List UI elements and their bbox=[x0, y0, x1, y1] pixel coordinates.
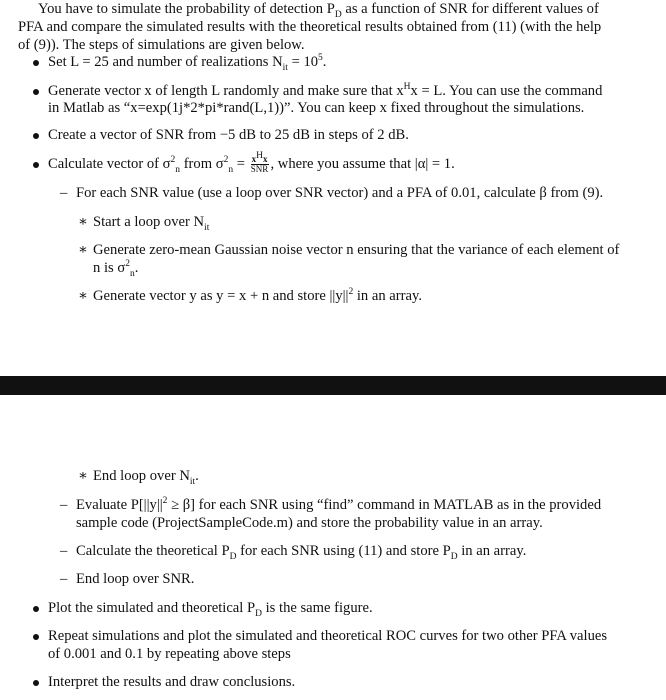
step-calc-sigma: Calculate vector of $\sigma^2_n$ from $\sigma^2_n$ = $\frac{x^Hx}{\text{SNR}}$ , where you assume that |α| = 1. bbox=[48, 151, 455, 175]
step-create-snr: Create a vector of SNR from −5 dB to 25 dB in steps of 2 dB. bbox=[48, 127, 409, 143]
step-gen-x-1: Generate vector x of length L randomly and make sure that $x^Hx = L$. You can use the command bbox=[48, 82, 603, 99]
step-evaluate-2: sample code (ProjectSampleCode.m) and store the probability value in an array. bbox=[76, 515, 543, 531]
asterisk-icon: ∗ bbox=[78, 288, 88, 304]
asterisk-icon: ∗ bbox=[78, 214, 88, 230]
step-gen-noise-2: n is $\sigma^2_n$. bbox=[93, 259, 139, 279]
step-set-l: Set L = 25 and number of realizations $N_{it} = 10^5$. bbox=[48, 53, 327, 73]
step-gen-y: Generate vector y as y = x + n and store $||y||^2$ in an array. bbox=[93, 287, 422, 304]
step-end-loop: End loop over $N_{it}$. bbox=[93, 468, 199, 487]
bullet-icon bbox=[33, 89, 39, 95]
dash-icon: – bbox=[60, 185, 68, 201]
intro-line-1: You have to simulate the probability of detection $P_D$ as a function of SNR for different values of bbox=[38, 1, 599, 20]
step-start-loop: Start a loop over $N_{it}$ bbox=[93, 214, 210, 233]
page-divider bbox=[0, 376, 666, 395]
step-end-snr: End loop over SNR. bbox=[76, 571, 195, 587]
bullet-icon bbox=[33, 680, 39, 686]
asterisk-icon: ∗ bbox=[78, 468, 88, 484]
step-repeat-1: Repeat simulations and plot the simulated and theoretical ROC curves for two other PFA values bbox=[48, 628, 608, 644]
step-calc-theory: Calculate the theoretical $P_D$ for each SNR using (11) and store $P_D$ in an array. bbox=[76, 543, 527, 562]
intro-line-3: of (9)). The steps of simulations are given below. bbox=[18, 37, 305, 53]
bullet-icon bbox=[33, 60, 39, 66]
step-gen-x-2: in Matlab as “x=exp(1j*2*pi*rand(L,1))”. You can keep x fixed throughout the simulations. bbox=[48, 100, 585, 116]
step-interpret: Interpret the results and draw conclusions. bbox=[48, 674, 296, 690]
dash-icon: – bbox=[60, 497, 68, 513]
step-gen-noise-1: Generate zero-mean Gaussian noise vector n ensuring that the variance of each element of bbox=[93, 242, 620, 258]
step-for-each-snr: For each SNR value (use a loop over SNR vector) and a PFA of 0.01, calculate β from (9). bbox=[76, 185, 604, 201]
dash-icon: – bbox=[60, 571, 68, 587]
step-repeat-2: of 0.001 and 0.1 by repeating above steps bbox=[48, 646, 291, 662]
bullet-icon bbox=[33, 634, 39, 640]
bullet-icon bbox=[33, 133, 39, 139]
sigma-fraction: $\frac{x^Hx}{\text{SNR}}$ bbox=[250, 151, 269, 175]
step-plot: Plot the simulated and theoretical $P_D$ is the same figure. bbox=[48, 600, 373, 619]
intro-line-2: PFA and compare the simulated results with the theoretical results obtained from (11) (with the help bbox=[18, 19, 602, 35]
bullet-icon bbox=[33, 606, 39, 612]
dash-icon: – bbox=[60, 543, 68, 559]
bullet-icon bbox=[33, 162, 39, 168]
asterisk-icon: ∗ bbox=[78, 242, 88, 258]
step-evaluate-1: Evaluate $P[||y||^2 \ge \beta]$ for each SNR using “find” command in MATLAB as in the provided bbox=[76, 496, 602, 513]
